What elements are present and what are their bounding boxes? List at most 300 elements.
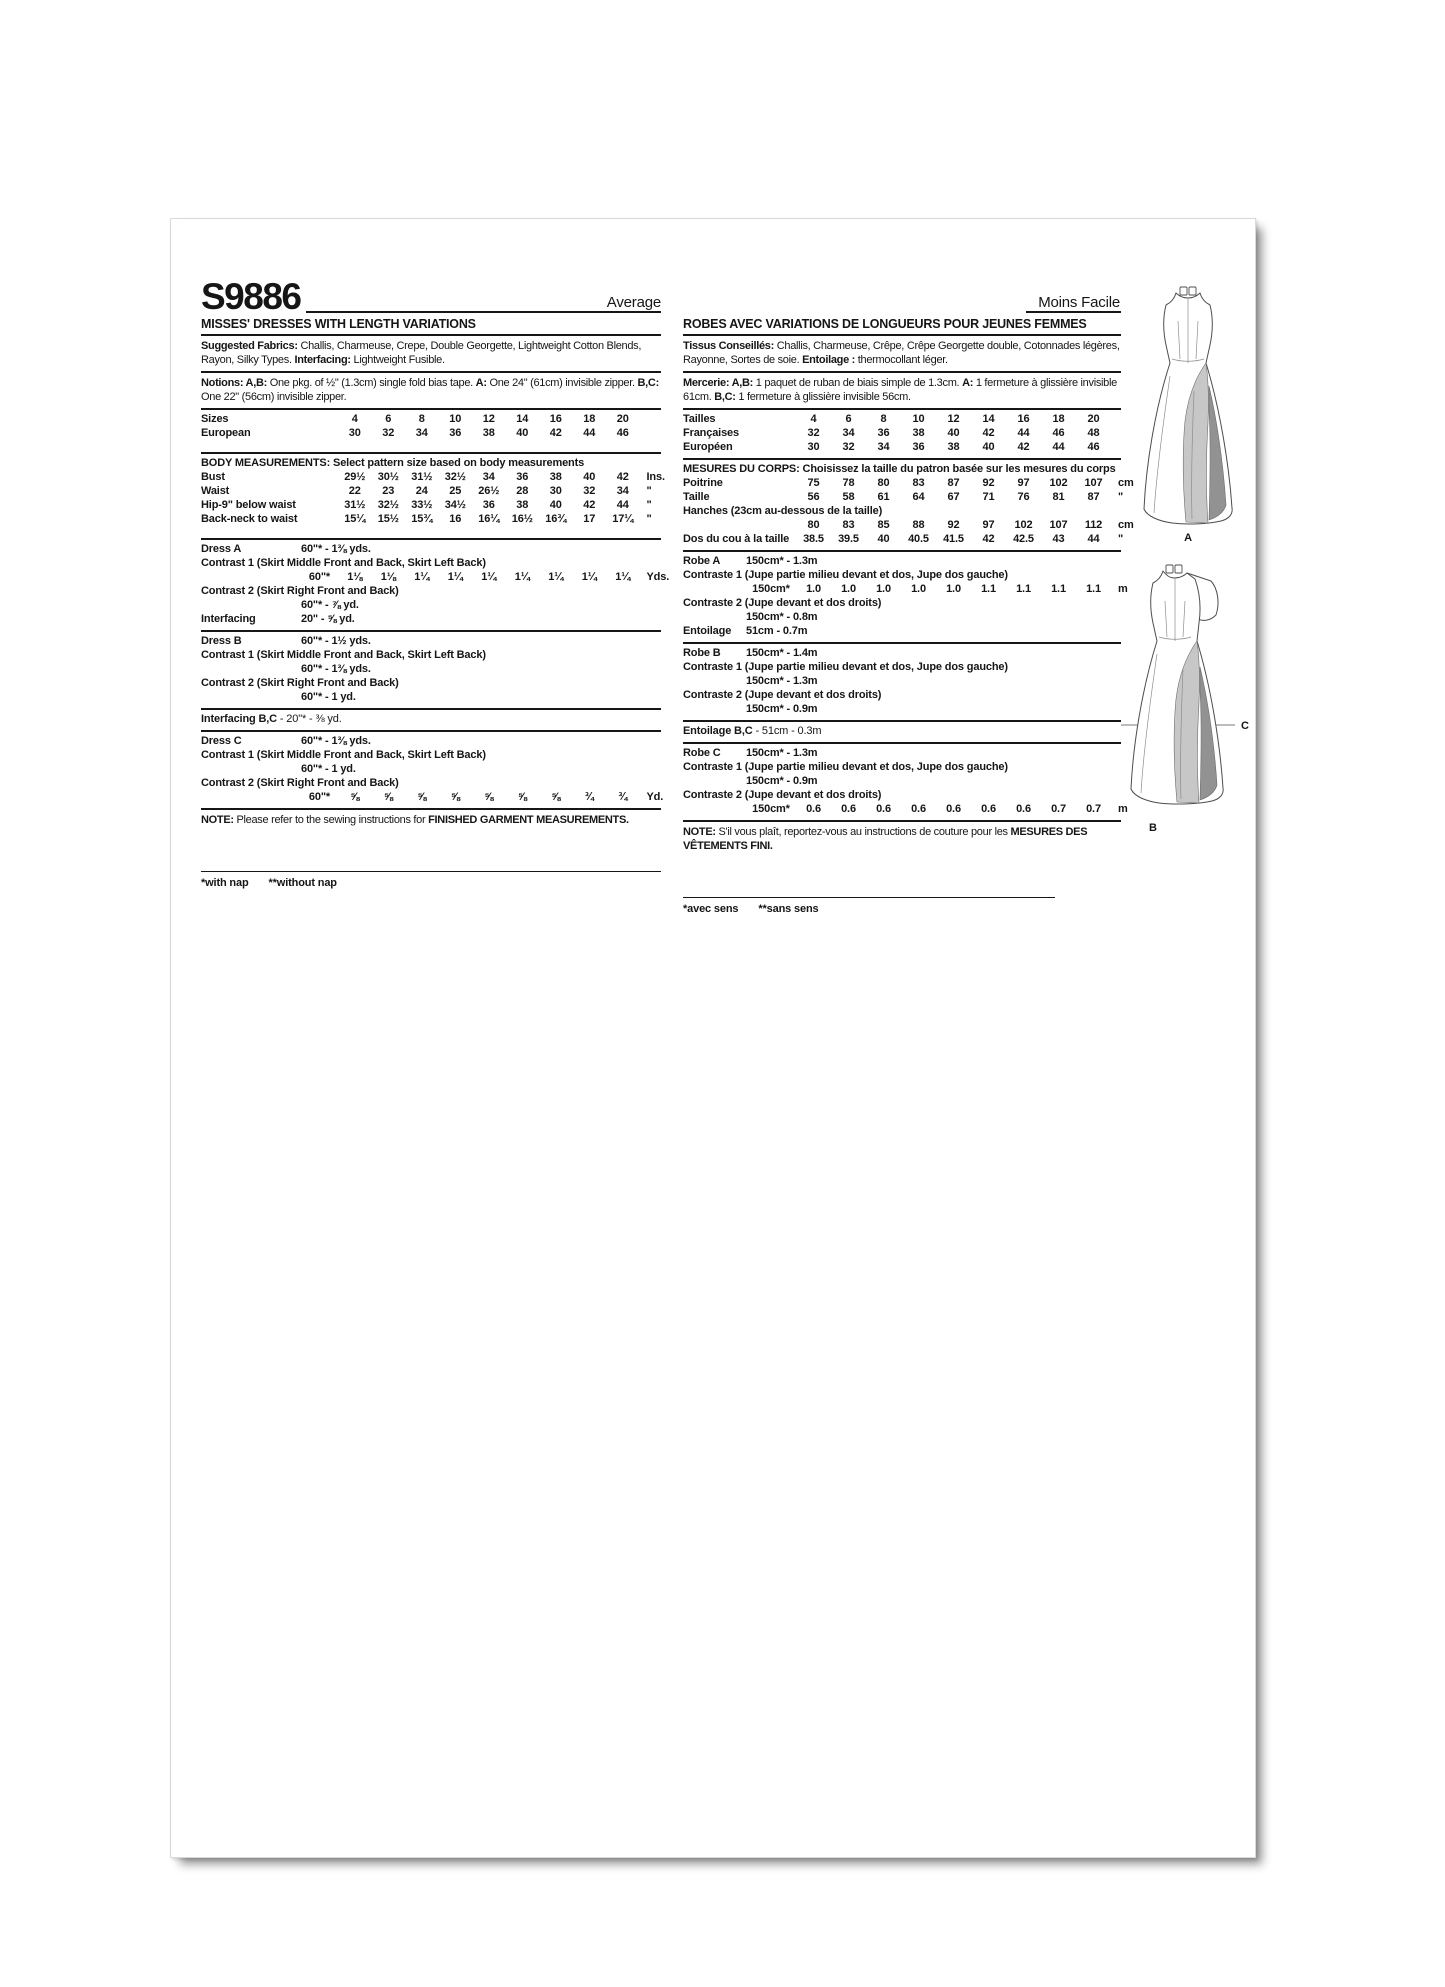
cell-val: 92 (947, 519, 960, 531)
pattern-envelope-back-sheet (170, 218, 1256, 1858)
cell-val: 30 (807, 441, 820, 453)
cell-prefix: 150cm* (752, 583, 790, 595)
table-row-waist (201, 484, 661, 498)
cell-val: 32½ (444, 471, 466, 483)
cell-val: 30 (348, 427, 361, 439)
text-segment: Please refer to the sewing instructions for (233, 814, 429, 826)
text-segment: - 51cm - 0.3m (752, 725, 822, 737)
cell-unit: " (1118, 491, 1124, 503)
cell-val: 81 (1052, 491, 1065, 503)
body-measurements-en (201, 454, 665, 540)
cell-val: 6 (385, 413, 392, 425)
table-row-europeen (683, 440, 1121, 454)
contrast-2-value: 60"* - ⅞ yd. (301, 599, 359, 611)
table-row-sizes (201, 412, 661, 426)
cell-val: 64 (912, 491, 925, 503)
cell-val: 26½ (478, 485, 500, 497)
cell-unit: Yds. (646, 571, 670, 583)
table-row-hip (201, 498, 661, 512)
table-row-european (201, 426, 661, 440)
dress-a-collar-tabs (1180, 287, 1196, 295)
cell-val: 42.5 (1013, 533, 1034, 545)
yardage-value: 60"* - 1⅜ yds. (301, 735, 371, 747)
cell-val: 1.1 (1016, 583, 1031, 595)
yardage-value: 51cm - 0.7m (746, 625, 808, 637)
cell-val: 58 (842, 491, 855, 503)
cell-val: 16 (549, 413, 562, 425)
cell-val: 1¼ (414, 571, 430, 583)
view-a-label: A (1184, 532, 1192, 544)
robe-a-yardage (683, 552, 1128, 644)
cell-val: 67 (947, 491, 960, 503)
cell-val: 12 (947, 413, 960, 425)
cell-val: 16 (1017, 413, 1030, 425)
cell-val: 44 (1052, 441, 1065, 453)
garment-illustrations (1121, 267, 1255, 916)
text-segment: B,C: (714, 391, 736, 403)
robe-c-yardage (683, 744, 1128, 822)
cell-val: 1.0 (911, 583, 926, 595)
cell-val: 76 (1017, 491, 1030, 503)
entoilage-bc-text (683, 724, 1121, 738)
cell-val: 25 (449, 485, 462, 497)
text-segment: Tissus Conseillés: (683, 340, 774, 352)
cell-val: 36 (912, 441, 925, 453)
cell-val: 38.5 (803, 533, 824, 545)
cell-val: ⅝ (551, 791, 561, 803)
text-segment: FINISHED GARMENT MEASUREMENTS. (428, 814, 629, 826)
cell-val: 36 (482, 499, 495, 511)
yardage-value: 20" - ⅝ yd. (301, 613, 355, 625)
interfacing-line (201, 612, 661, 626)
text-segment: 1 fermeture à glissière invisible 61cm. (683, 377, 1117, 403)
dress-view-a-illustration (1132, 281, 1244, 529)
cell-val: 38 (482, 427, 495, 439)
cell-label: Taille (683, 491, 710, 503)
header-rule (306, 296, 662, 313)
note-en (201, 810, 661, 827)
cell-val: 42 (583, 499, 596, 511)
contraste-1-value: 150cm* - 0.9m (746, 775, 818, 787)
cell-val: 17 (583, 513, 596, 525)
text-segment: Entoilage : (802, 354, 856, 366)
cell-val: 1⅛ (380, 571, 396, 583)
table-row-back-neck (201, 512, 661, 526)
cell-val: 1.0 (806, 583, 821, 595)
cell-unit: " (646, 499, 652, 511)
cell-val: 32 (807, 427, 820, 439)
text-segment: MESURES DES VÊTEMENTS FINI. (683, 826, 1088, 852)
cell-label: Poitrine (683, 477, 723, 489)
difficulty-rating-fr: Moins Facile (1026, 296, 1121, 313)
cell-val: 39.5 (838, 533, 859, 545)
text-segment: Suggested Fabrics: (201, 340, 298, 352)
cell-val: 0.6 (806, 803, 821, 815)
cell-val: 1.0 (946, 583, 961, 595)
text-segment: Interfacing B,C (201, 713, 277, 725)
cell-val: 38 (516, 499, 529, 511)
cell-val: 30 (549, 485, 562, 497)
cell-val: 4 (351, 413, 358, 425)
cell-val: 87 (947, 477, 960, 489)
garment-label: Robe A (683, 555, 721, 567)
title-fr: ROBES AVEC VARIATIONS DE LONGUEURS POUR JEUNES FEMMES (683, 313, 1121, 336)
cell-unit: m (1118, 583, 1128, 595)
yardage-line (201, 634, 661, 648)
cell-val: 42 (982, 533, 995, 545)
footnote-with-nap: *with nap (201, 877, 249, 889)
cell-unit: m (1118, 803, 1128, 815)
cell-val: 61 (877, 491, 890, 503)
table-row-taille (683, 490, 1124, 504)
cell-val: 38 (947, 441, 960, 453)
cell-val: 0.6 (981, 803, 996, 815)
cell-val: 1.1 (1086, 583, 1101, 595)
cell-val: 32 (382, 427, 395, 439)
dress-c-yardage (201, 732, 664, 810)
table-row-tailles (683, 412, 1121, 426)
cell-val: 40 (982, 441, 995, 453)
cell-unit: cm (1118, 477, 1134, 489)
text-segment: Notions: A,B: (201, 377, 267, 389)
cell-val: 43 (1052, 533, 1065, 545)
cell-val: 42 (1017, 441, 1030, 453)
cell-val: 40.5 (908, 533, 929, 545)
cell-val: 10 (912, 413, 925, 425)
text-segment: S'il vous plaît, reportez-vous au instructions de couture pour les (715, 826, 1011, 838)
cell-val: 1¼ (615, 571, 631, 583)
yardage-line (683, 746, 1121, 760)
contrast-1-heading: Contrast 1 (Skirt Middle Front and Back, Skirt Left Back) (201, 557, 486, 569)
text-segment: Challis, Charmeuse, Crepe, Double Georgette, Lightweight Cotton Blends, Rayon, Silky Types. (201, 340, 642, 366)
cell-val: 36 (516, 471, 529, 483)
body-measurements-heading-fr: MESURES DU CORPS: Choisissez la taille du patron basée sur les mesures du corps (683, 463, 1116, 475)
cell-prefix: 150cm* (752, 803, 790, 815)
cell-val: 78 (842, 477, 855, 489)
contraste-1-heading: Contraste 1 (Jupe partie milieu devant et dos, Jupe dos gauche) (683, 661, 1008, 673)
cell-val: 88 (912, 519, 925, 531)
contrast-2-heading: Contrast 2 (Skirt Right Front and Back) (201, 677, 399, 689)
difficulty-rating-en: Average (606, 294, 661, 311)
cell-val: ⅝ (517, 791, 527, 803)
text-segment: A: (475, 377, 487, 389)
text-segment: 1 paquet de ruban de biais simple de 1.3cm. (752, 377, 963, 389)
cell-val: 0.7 (1086, 803, 1101, 815)
cell-val: 16½ (511, 513, 533, 525)
english-header (201, 267, 661, 317)
suggested-fabrics-en (201, 336, 661, 373)
cell-unit (1111, 412, 1121, 426)
sizes-table-fr (683, 410, 1121, 460)
cell-val: 0.6 (841, 803, 856, 815)
garment-label: Dress C (201, 735, 242, 747)
cell-unit: cm (1118, 519, 1134, 531)
cell-val: 32 (583, 485, 596, 497)
cell-unit (640, 426, 662, 440)
interfacing-bc-line (201, 710, 661, 732)
text-segment: NOTE: (201, 814, 234, 826)
contraste-2-values-row (683, 802, 1128, 816)
cell-val: 97 (982, 519, 995, 531)
cell-val: 15¼ (344, 513, 366, 525)
yardage-line (201, 542, 661, 556)
cell-val: 44 (1017, 427, 1030, 439)
cell-label: Waist (201, 485, 230, 497)
cell-val: 40 (516, 427, 529, 439)
cell-unit: " (1118, 533, 1124, 545)
cell-val: 0.6 (911, 803, 926, 815)
cell-val: ⅝ (450, 791, 460, 803)
cell-val: 15¾ (411, 513, 433, 525)
cell-val: 56 (807, 491, 820, 503)
table-row-poitrine (683, 476, 1134, 490)
cell-val: 40 (549, 499, 562, 511)
dress-b-yardage (201, 632, 661, 710)
cell-val: 10 (449, 413, 462, 425)
text-segment: A: (962, 377, 974, 389)
dress-b-collar-tabs (1166, 565, 1182, 573)
cell-val: 8 (418, 413, 425, 425)
yardage-value: 150cm* - 1.3m (746, 555, 818, 567)
text-segment: One pkg. of ½" (1.3cm) single fold bias tape. (266, 377, 476, 389)
cell-val: ⅝ (484, 791, 494, 803)
table-row-bust (201, 470, 665, 484)
suggested-fabrics-fr (683, 336, 1121, 373)
cell-val: 12 (482, 413, 495, 425)
sizes-table-en (201, 410, 661, 454)
cell-val: 102 (1049, 477, 1068, 489)
cell-val: 0.6 (1016, 803, 1031, 815)
cell-val: 1¼ (548, 571, 564, 583)
cell-val: 34 (842, 427, 855, 439)
contraste-1-value: 150cm* - 1.3m (746, 675, 818, 687)
cell-val: 0.7 (1051, 803, 1066, 815)
cell-val: 1.0 (876, 583, 891, 595)
cell-val: 31½ (344, 499, 366, 511)
text-segment: One 24" (61cm) invisible zipper. (486, 377, 638, 389)
cell-val: 17¼ (612, 513, 634, 525)
cell-val: 1¼ (514, 571, 530, 583)
robe-b-yardage (683, 644, 1121, 722)
cell-unit (640, 412, 662, 426)
cell-val: 112 (1084, 519, 1103, 531)
footnotes-fr (683, 898, 1121, 916)
contraste-1-heading: Contraste 1 (Jupe partie milieu devant et dos, Jupe dos gauche) (683, 569, 1008, 581)
cell-val: 6 (845, 413, 852, 425)
cell-prefix: 60"* (308, 791, 331, 803)
cell-unit: " (646, 513, 652, 525)
cell-val: 107 (1084, 477, 1103, 489)
contrast-2-values-row (201, 790, 664, 804)
cell-val: 34 (482, 471, 495, 483)
cell-val: 80 (807, 519, 820, 531)
cell-val: 1⅛ (347, 571, 363, 583)
cell-val: 24 (415, 485, 428, 497)
english-column (201, 267, 670, 916)
cell-val: 1.1 (981, 583, 996, 595)
cell-val: 4 (810, 413, 817, 425)
garment-label: Dress A (201, 543, 242, 555)
cell-val: 48 (1087, 427, 1100, 439)
cell-val: ⅝ (383, 791, 393, 803)
cell-val: 85 (877, 519, 890, 531)
cell-val: 20 (616, 413, 629, 425)
contraste-2-heading: Contraste 2 (Jupe devant et dos droits) (683, 597, 882, 609)
contrast-2-heading: Contrast 2 (Skirt Right Front and Back) (201, 585, 399, 597)
yardage-value: 150cm* - 1.4m (746, 647, 818, 659)
garment-label: Entoilage (683, 625, 732, 637)
cell-val: 36 (877, 427, 890, 439)
entoilage-line (683, 624, 1121, 638)
cell-val: 42 (616, 471, 629, 483)
contrast-1-values-row (201, 570, 670, 584)
contraste-2-value: 150cm* - 0.9m (746, 703, 818, 715)
cell-val: 20 (1087, 413, 1100, 425)
yardage-line (683, 554, 1121, 568)
cell-val: 33½ (411, 499, 433, 511)
cell-val: 42 (982, 427, 995, 439)
cell-val: 1.1 (1051, 583, 1066, 595)
cell-unit: " (646, 485, 652, 497)
dress-a-yardage (201, 540, 670, 632)
yardage-line (201, 734, 661, 748)
contrast-1-value: 60"* - 1 yd. (301, 763, 356, 775)
cell-val: ⅝ (350, 791, 360, 803)
text-segment: Mercerie: A,B: (683, 377, 753, 389)
cell-val: ¾ (584, 791, 594, 803)
contrast-1-value: 60"* - 1⅜ yds. (301, 663, 371, 675)
cell-val: 97 (1017, 477, 1030, 489)
cell-val: 18 (583, 413, 596, 425)
yardage-value: 60"* - 1⅜ yds. (301, 543, 371, 555)
text-segment: Entoilage B,C (683, 725, 753, 737)
cell-val: 32 (842, 441, 855, 453)
text-segment: Challis, Charmeuse, Crêpe, Crêpe Georgette double, Cotonnades légères, Rayonne, Sortes de soie. (683, 340, 1120, 366)
note-fr (683, 822, 1121, 853)
contrast-1-heading: Contrast 1 (Skirt Middle Front and Back, Skirt Left Back) (201, 649, 486, 661)
cell-val: 46 (616, 427, 629, 439)
table-row-hanches (683, 518, 1134, 532)
notions-en (201, 373, 661, 410)
cell-val: 31½ (411, 471, 433, 483)
contraste-1-heading: Contraste 1 (Jupe partie milieu devant et dos, Jupe dos gauche) (683, 761, 1008, 773)
footnote-sans-sens: **sans sens (758, 903, 819, 915)
pattern-number: S9886 (201, 276, 301, 317)
cell-val: 41.5 (943, 533, 964, 545)
notions-fr (683, 373, 1121, 410)
cell-val: 102 (1014, 519, 1033, 531)
cell-val: 80 (877, 477, 890, 489)
entoilage-bc-line (683, 722, 1121, 744)
cell-val: 46 (1087, 441, 1100, 453)
cell-label: Hip-9" below waist (201, 499, 296, 511)
cell-label (683, 518, 796, 532)
cell-val: 107 (1049, 519, 1068, 531)
garment-label: Robe C (683, 747, 721, 759)
cell-val: 23 (382, 485, 395, 497)
yardage-value: 150cm* - 1.3m (746, 747, 818, 759)
french-header (683, 267, 1121, 313)
cell-val: 40 (877, 533, 890, 545)
cell-val: 42 (549, 427, 562, 439)
cell-val: 34 (877, 441, 890, 453)
cell-val: 16¾ (545, 513, 567, 525)
cell-val: 40 (583, 471, 596, 483)
cell-val: 44 (616, 499, 629, 511)
cell-unit: Yd. (646, 791, 664, 803)
cell-val: 75 (807, 477, 820, 489)
text-segment: Interfacing: (294, 354, 351, 366)
yardage-line (683, 646, 1121, 660)
cell-unit: Ins. (646, 471, 665, 483)
cell-label: Françaises (683, 427, 739, 439)
garment-label: Dress B (201, 635, 242, 647)
cell-val: 15½ (377, 513, 399, 525)
table-row-francaises (683, 426, 1121, 440)
contrast-2-heading: Contrast 2 (Skirt Right Front and Back) (201, 777, 399, 789)
cell-val: 14 (982, 413, 995, 425)
cell-val: 34½ (444, 499, 466, 511)
cell-val: 34 (616, 485, 629, 497)
cell-val: 32½ (377, 499, 399, 511)
text-segment: 1 fermeture à glissière invisible 56cm. (735, 391, 911, 403)
body-measurements-heading-en: BODY MEASUREMENTS: Select pattern size based on body measurements (201, 457, 585, 469)
garment-label: Interfacing (201, 613, 256, 625)
cell-label: Européen (683, 441, 733, 453)
cell-label: Tailles (683, 413, 716, 425)
text-segment: NOTE: (683, 826, 716, 838)
sheet-content (171, 219, 1255, 916)
view-c-label: C (1241, 720, 1249, 732)
cell-val: 34 (415, 427, 428, 439)
text-segment: Lightweight Fusible. (350, 354, 445, 366)
interfacing-bc-text (201, 712, 661, 726)
footnote-avec-sens: *avec sens (683, 903, 739, 915)
cell-val: 38 (549, 471, 562, 483)
title-en: MISSES' DRESSES WITH LENGTH VARIATIONS (201, 313, 661, 336)
contraste-2-value: 150cm* - 0.8m (746, 611, 818, 623)
cell-val: 40 (947, 427, 960, 439)
footnotes-en (201, 872, 661, 890)
cell-val: 71 (982, 491, 995, 503)
cell-label: Bust (201, 471, 225, 483)
contrast-2-value: 60"* - 1 yd. (301, 691, 356, 703)
cell-val: 0.6 (946, 803, 961, 815)
cell-val: 44 (583, 427, 596, 439)
cell-val: 46 (1052, 427, 1065, 439)
garment-label: Robe B (683, 647, 721, 659)
contrast-1-heading: Contrast 1 (Skirt Middle Front and Back, Skirt Left Back) (201, 749, 486, 761)
cell-val: ¾ (618, 791, 628, 803)
text-segment: thermocollant léger. (855, 354, 948, 366)
text-segment: One 22" (56cm) invisible zipper. (201, 391, 347, 403)
cell-val: 16 (449, 513, 462, 525)
contraste-2-heading: Contraste 2 (Jupe devant et dos droits) (683, 789, 882, 801)
cell-val: 1.0 (841, 583, 856, 595)
footnote-without-nap: **without nap (268, 877, 337, 889)
cell-val: 44 (1087, 533, 1100, 545)
cell-val: 1¼ (447, 571, 463, 583)
cell-val: 28 (516, 485, 529, 497)
cell-val: 0.6 (876, 803, 891, 815)
cell-val: 30½ (377, 471, 399, 483)
french-column (683, 267, 1134, 916)
cell-val: 83 (912, 477, 925, 489)
table-row-dos-du-cou (683, 532, 1124, 546)
cell-val: ⅝ (417, 791, 427, 803)
cell-val: 87 (1087, 491, 1100, 503)
cell-label: European (201, 427, 251, 439)
